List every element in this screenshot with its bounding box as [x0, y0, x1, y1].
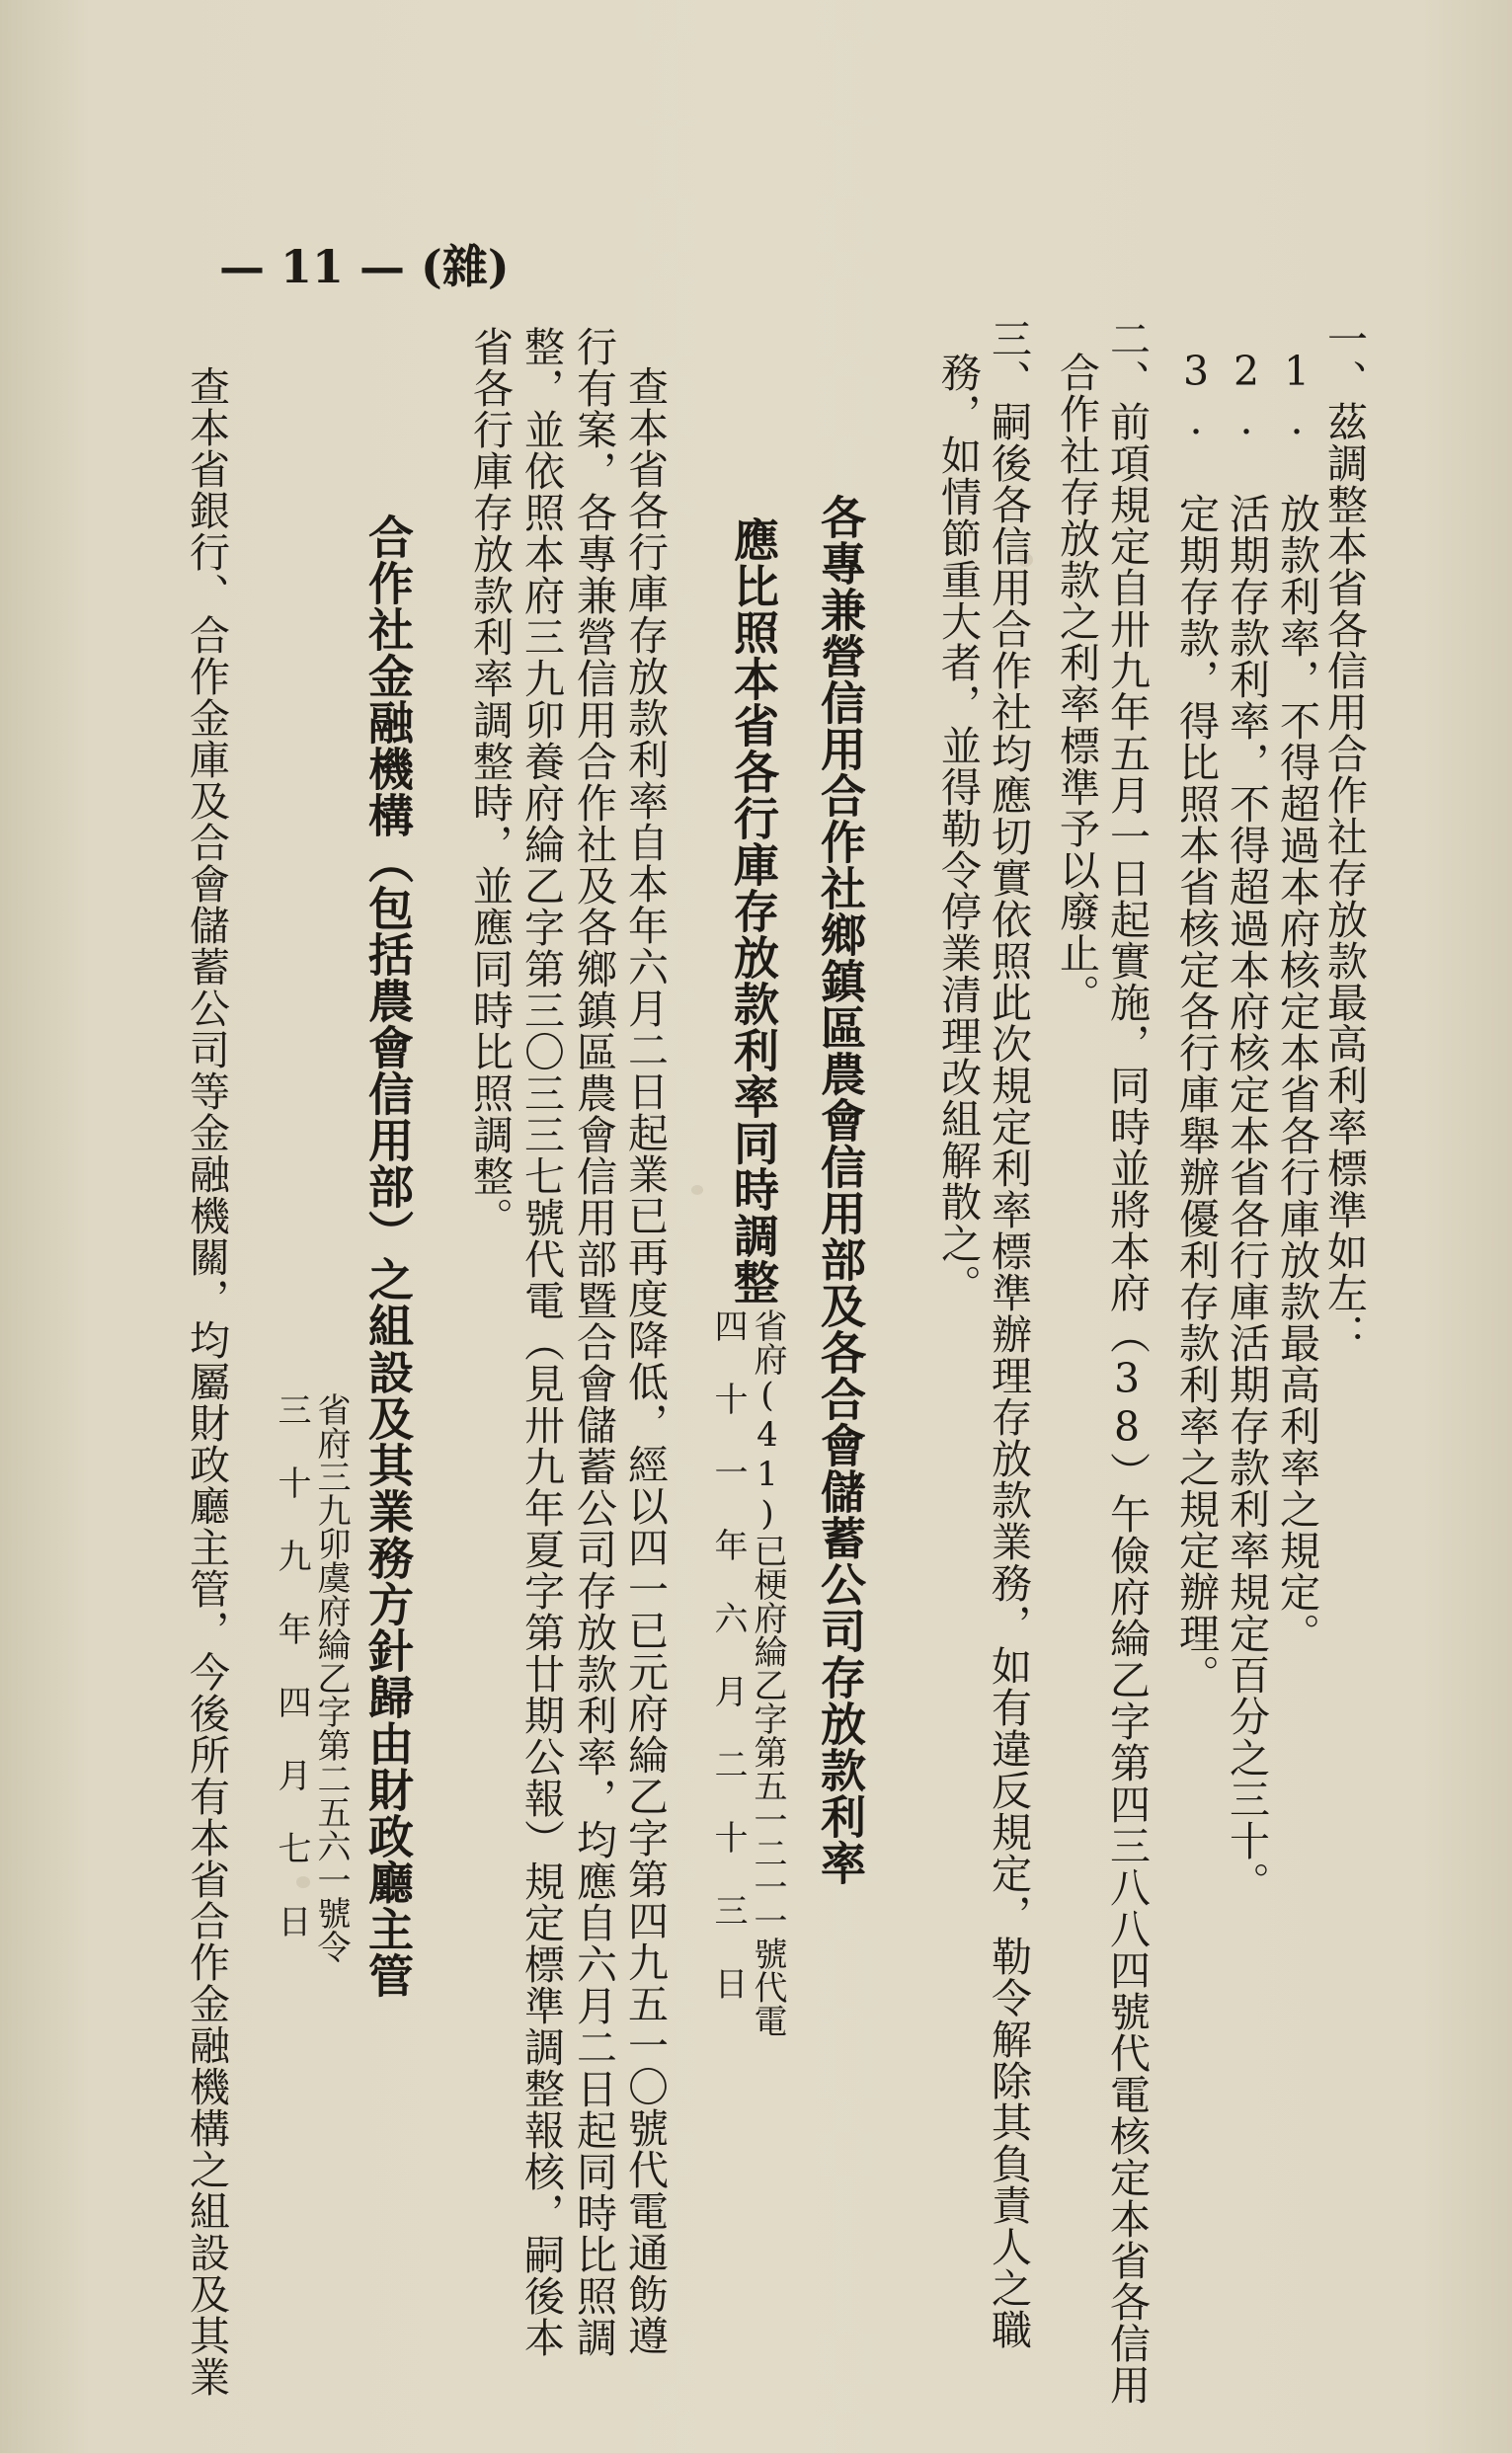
section-two-reference-number: 省府(41)已梗府綸乙字第五一二一一號代電: [748, 1308, 787, 2037]
section-one-item-1: 1. 放款利率，不得超過本府核定本省各行庫放款最高利率之規定。: [1273, 348, 1320, 1654]
section-one-clause-2: 二、前項規定自卅九年五月一日起實施，同時並將本府（38）午儉府綸乙字第四三八八四號代電核定本省各信用: [1103, 318, 1151, 2406]
section-two-title-line-2: 應比照本省各行庫存放款利率同時調整: [727, 516, 780, 1306]
section-two-paragraph-line-2: 行有案，各專兼營信用合作社及各鄉鎮區農會信用部暨合會儲蓄公司存放款利率，均應自六月二日起同時比照調: [570, 326, 617, 2358]
section-one-clause-2-cont: 合作社存放款之利率標準予以廢止。: [1053, 352, 1100, 1015]
section-one-clause-3: 三、嗣後各信用合作社均應切實依照此次規定利率標準辦理存放款業務，如有違反規定，勒令解除其負責人之職: [985, 318, 1032, 2350]
section-one-clause-1: 一、茲調整本省各信用合作社存放款最高利率標準如左：: [1320, 318, 1368, 1355]
section-two-paragraph-line-3: 整，並依照本府三九卯養府綸乙字第三〇三三七號代電（見卅九年夏字第廿期公報）規定標準調整報核，嗣後本: [517, 326, 565, 2358]
paper-stain: [691, 1185, 703, 1195]
section-three-reference-number: 省府三九卯虞府綸乙字第二五六一號令: [311, 1392, 351, 1963]
section-three-reference-date: 三 十 九 年 四 月 七 日: [272, 1392, 311, 1938]
section-two-title-line-1: 各專兼營信用合作社鄉鎮區農會信用部及各合會儲蓄公司存放款利率: [814, 494, 867, 1886]
section-one-item-3: 3. 定期存款，得比照本省核定各行庫舉辦優利存款利率之規定辦理。: [1172, 348, 1220, 1696]
page-header: — 11 — (雜): [219, 240, 510, 293]
section-three-title: 合作社金融機構（包括農會信用部）之組設及其業務方針歸由財政廳主管: [361, 514, 415, 1999]
section-one-clause-3-cont: 務，如情節重大者，並得勒令停業清理改組解散之。: [934, 352, 982, 1306]
section-two-paragraph-line-4: 省各行庫存放款利率調整時，並應同時比照調整。: [466, 326, 514, 1238]
section-one-item-2: 2. 活期存款利率，不得超過本府核定本省各行庫活期存款利率規定百分之三十。: [1223, 348, 1270, 1903]
section-two-paragraph-line-1: 查本省各行庫存放款利率自本年六月二日起業已再度降低，經以四一已元府綸乙字第四九五一〇號代電通飭遵: [621, 365, 669, 2356]
section-three-paragraph-line-1: 查本省銀行、合作金庫及合會儲蓄公司等金融機關，均屬財政廳主管，今後所有本省合作金融機構之組設及其業: [183, 365, 230, 2398]
section-two-reference-date: 四 十 一 年 六 月 二 十 三 日: [708, 1308, 748, 2000]
